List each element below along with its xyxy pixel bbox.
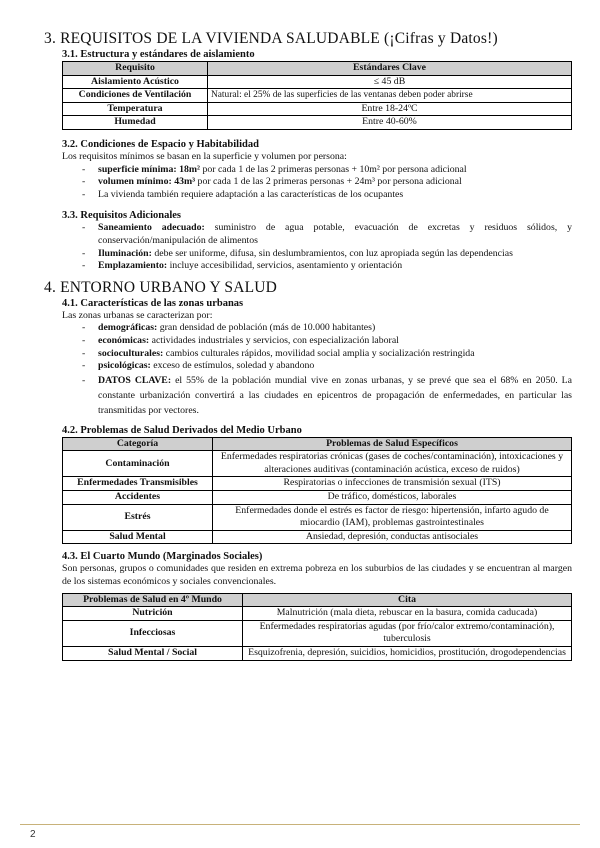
table-cell-key: Condiciones de Ventilación	[63, 89, 208, 103]
table-cell-value: Entre 18-24ºC	[208, 102, 572, 116]
table-row	[63, 477, 572, 491]
table-header: Problemas de Salud en 4º Mundo	[63, 593, 243, 607]
table-cell-value: Enfermedades respiratorias crónicas (gases de coches/contaminación), intoxicaciones y alteraciones auditivas (contaminación acústica, exceso de ruidos)	[213, 451, 572, 477]
list-item: - volumen mínimo: 43m³ por cada 1 de las 2 primeras personas + 24m³ por persona adicional	[62, 176, 572, 189]
table-row	[63, 89, 572, 103]
page-number: 2	[30, 829, 36, 840]
table-cell-key: Nutrición	[63, 607, 243, 621]
urban-health-table	[62, 437, 572, 545]
document-page	[44, 30, 572, 661]
table-cell-key: Contaminación	[63, 451, 213, 477]
table-cell-value: Enfermedades respiratorias agudas (por frío/calor extremo/contaminación), tuberculosis	[243, 620, 572, 646]
list-item: - demográficas: gran densidad de población (más de 10.000 habitantes)	[62, 322, 572, 335]
table-header-row	[63, 62, 572, 76]
list-item: - DATOS CLAVE: el 55% de la población mundial vive en zonas urbanas, y se prevé que sea el 68% en 2050. La constante urbanización convertirá a las ciudades en epicentros de propagación de enfermedades, en particular las transmitidas por vectores.	[62, 373, 572, 418]
isolation-table	[62, 61, 572, 130]
table-row	[63, 530, 572, 544]
table-header-row	[63, 593, 572, 607]
list-item: - superficie mínima: 18m² por cada 1 de las 2 primeras personas + 10m² por persona adicional	[62, 164, 572, 177]
space-requirements-list	[62, 164, 572, 202]
table-header: Requisito	[63, 62, 208, 76]
urban-characteristics-list	[62, 322, 572, 417]
section-4-title: 4. ENTORNO URBANO Y SALUD	[44, 278, 278, 296]
table-header: Categoría	[63, 437, 213, 451]
list-item: - psicológicas: exceso de estímulos, soledad y abandono	[62, 360, 572, 373]
section-3-3-title: 3.3. Requisitos Adicionales	[62, 210, 182, 222]
section-4-3-intro: Son personas, grupos o comunidades que residen en extrema pobreza en los suburbios de las ciudades y se encuentran al margen de los sistemas económicos y sociales convencionales.	[62, 563, 572, 588]
list-item: - socioculturales: cambios culturales rápidos, movilidad social amplia y socialización restringida	[62, 348, 572, 361]
table-cell-value: Entre 40-60%	[208, 116, 572, 130]
additional-requirements-list	[62, 222, 572, 272]
section-3-title: 3. REQUISITOS DE LA VIVIENDA SALUDABLE (¡Cifras y Datos!)	[44, 30, 498, 47]
list-item: - Saneamiento adecuado: suministro de agua potable, evacuación de excretas y residuos sólidos, y conservación/manipulación de alimentos	[62, 222, 572, 247]
table-cell-value: Esquizofrenia, depresión, suicidios, homicidios, prostitución, drogodependencias	[243, 647, 572, 661]
table-header: Problemas de Salud Específicos	[213, 437, 572, 451]
table-header: Cita	[243, 593, 572, 607]
table-row	[63, 607, 572, 621]
fourth-world-table	[62, 593, 572, 661]
table-row	[63, 102, 572, 116]
table-cell-key: Estrés	[63, 504, 213, 530]
section-4-2-title: 4.2. Problemas de Salud Derivados del Medio Urbano	[62, 424, 302, 436]
table-cell-value: Respiratorias o infecciones de transmisión sexual (ITS)	[213, 477, 572, 491]
table-cell-value: De tráfico, domésticos, laborales	[213, 491, 572, 505]
table-header-row	[63, 437, 572, 451]
table-row	[63, 116, 572, 130]
table-row	[63, 451, 572, 477]
table-cell-key: Enfermedades Transmisibles	[63, 477, 213, 491]
footer-divider	[20, 824, 580, 825]
list-item: - La vivienda también requiere adaptación a las características de los ocupantes	[62, 189, 572, 202]
table-row	[63, 504, 572, 530]
list-item: - Iluminación: debe ser uniforme, difusa, sin deslumbramientos, con luz apropiada según las dependencias	[62, 248, 572, 261]
section-4-1-title: 4.1. Características de las zonas urbanas	[62, 297, 244, 309]
table-row	[63, 620, 572, 646]
section-3-2-title: 3.2. Condiciones de Espacio y Habitabilidad	[62, 138, 259, 150]
section-4-3-title: 4.3. El Cuarto Mundo (Marginados Sociales)	[62, 551, 263, 563]
table-row	[63, 647, 572, 661]
list-item: - Emplazamiento: incluye accesibilidad, servicios, asentamiento y orientación	[62, 260, 572, 273]
table-cell-key: Temperatura	[63, 102, 208, 116]
table-cell-value: Malnutrición (mala dieta, rebuscar en la basura, comida caducada)	[243, 607, 572, 621]
section-4-1-intro: Las zonas urbanas se caracterizan por:	[62, 309, 213, 321]
section-3-1-title: 3.1. Estructura y estándares de aislamiento	[62, 49, 255, 60]
table-cell-key: Salud Mental	[63, 530, 213, 544]
table-cell-value: Ansiedad, depresión, conductas antisociales	[213, 530, 572, 544]
table-cell-value: ≤ 45 dB	[208, 75, 572, 89]
list-item: - económicas: actividades industriales y servicios, con especialización laboral	[62, 335, 572, 348]
table-cell-key: Salud Mental / Social	[63, 647, 243, 661]
table-header: Estándares Clave	[208, 62, 572, 76]
table-cell-key: Infecciosas	[63, 620, 243, 646]
table-cell-key: Aislamiento Acústico	[63, 75, 208, 89]
table-cell-key: Humedad	[63, 116, 208, 130]
table-cell-value: Natural: el 25% de las superficies de las ventanas deben poder abrirse	[208, 89, 572, 103]
table-row	[63, 75, 572, 89]
table-row	[63, 491, 572, 505]
section-3-2-intro: Los requisitos mínimos se basan en la superficie y volumen por persona:	[62, 150, 347, 162]
table-cell-value: Enfermedades donde el estrés es factor de riesgo: hipertensión, infarto agudo de miocardio (IAM), problemas gastrointestinales	[213, 504, 572, 530]
table-cell-key: Accidentes	[63, 491, 213, 505]
